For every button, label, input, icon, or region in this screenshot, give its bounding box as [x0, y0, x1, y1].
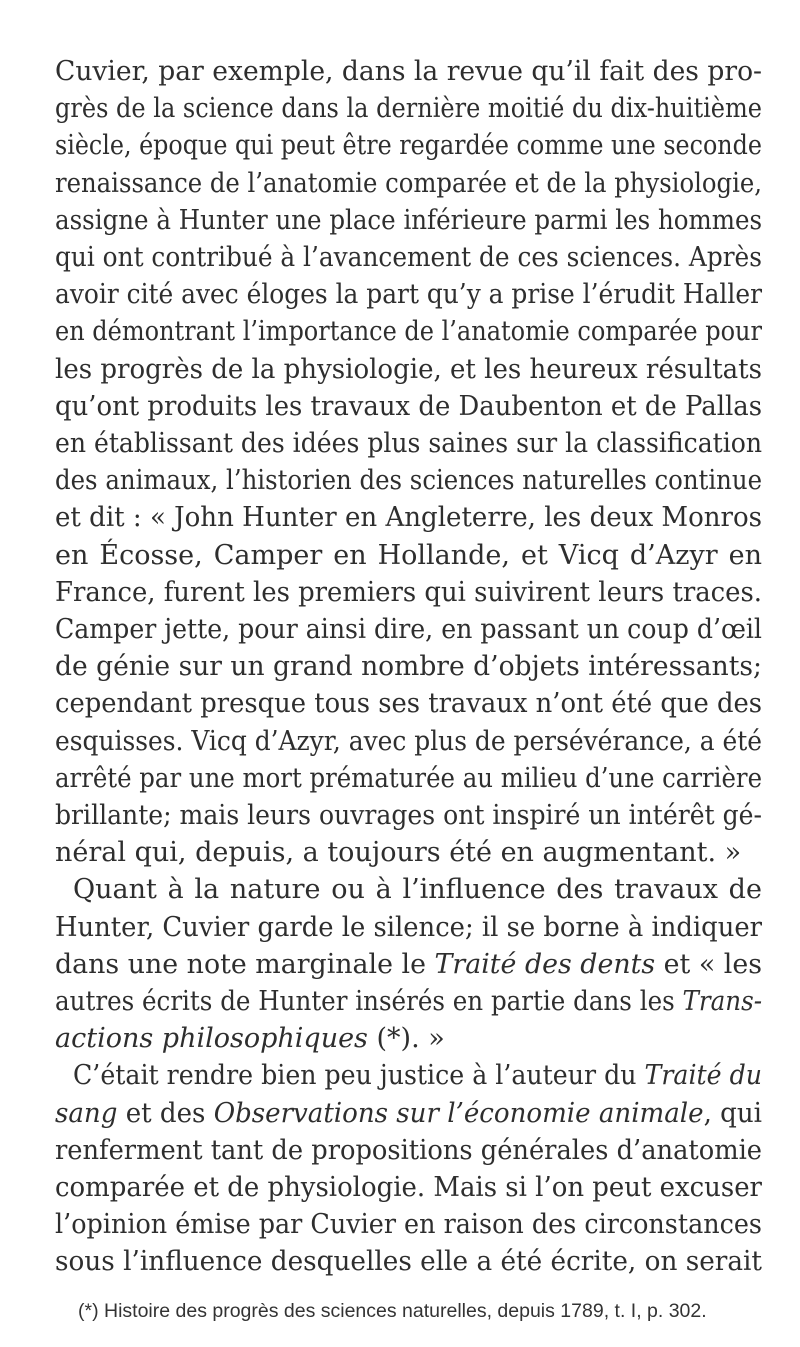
- text-segment: autres écrits de Hunter insérés en partie dans les: [55, 986, 683, 1017]
- text-line: [0, 90, 800, 128]
- text-segment: avoir cité avec éloges la part qu’y a prise l’érudit Haller: [55, 279, 762, 311]
- text-segment: esquisses. Vicq d’Azyr, avec plus de persévérance, a été: [55, 725, 762, 757]
- text-line: [0, 1243, 800, 1281]
- text-line: [0, 760, 800, 798]
- text-line: [0, 797, 800, 835]
- text-segment: en établissant des idées plus saines sur la classification: [55, 428, 763, 459]
- text-line: [0, 425, 800, 463]
- text-segment: et « les: [655, 948, 763, 980]
- text-line: [0, 351, 800, 389]
- text-segment: comparée et de physiologie. Mais si l’on peut excuser: [55, 1172, 762, 1203]
- text-segment: France, furent les premiers qui suivirent leurs traces.: [55, 576, 762, 608]
- text-segment: néral qui, depuis, a toujours été en augmentant. »: [55, 837, 742, 869]
- text-line: [0, 276, 800, 314]
- text-segment: C’était rendre bien peu justice à l’auteur du: [73, 1060, 645, 1092]
- italic-title: sang: [55, 1097, 118, 1129]
- text-segment: les progrès de la physiologie, et les heureux résultats: [55, 353, 762, 385]
- text-segment: qu’ont produits les travaux de Daubenton et de Pallas: [55, 390, 763, 422]
- text-segment: et des: [117, 1097, 214, 1129]
- text-line: [0, 1132, 800, 1170]
- text-line: [0, 871, 800, 909]
- text-segment: renferment tant de propositions générales d’anatomie: [55, 1134, 763, 1166]
- text-line: [0, 723, 800, 761]
- text-segment: des animaux, l’historien des sciences naturelles continue: [55, 465, 763, 497]
- text-line: [0, 1206, 800, 1244]
- text-segment: grès de la science dans la dernière moitié du dix-huitième: [55, 93, 763, 125]
- text-line: [0, 1057, 800, 1095]
- text-segment: renaissance de l’anatomie comparée et de la physiologie,: [55, 167, 763, 199]
- text-line: [0, 983, 800, 1021]
- italic-title: actions philosophiques: [55, 1023, 368, 1055]
- text-line: [0, 909, 800, 947]
- text-segment: l’opinion émise par Cuvier en raison des circonstances: [55, 1209, 762, 1241]
- text-segment: sous l’influence desquelles elle a été écrite, on serait: [55, 1246, 762, 1278]
- text-segment: assigne à Hunter une place inférieure parmi les hommes: [55, 204, 763, 236]
- text-line: [0, 239, 800, 277]
- text-segment: en démontrant l’importance de l’anatomie comparée pour: [55, 316, 762, 348]
- italic-title: Trans-: [682, 986, 763, 1017]
- text-line: [0, 53, 800, 91]
- text-segment: , qui: [703, 1097, 762, 1129]
- text-segment: (*). »: [367, 1023, 445, 1055]
- text-line: [0, 1169, 800, 1207]
- text-line: [0, 462, 800, 500]
- text-segment: en Écosse, Camper en Hollande, et Vicq d’Azyr en: [55, 539, 762, 571]
- footnote-text: (*) Histoire des progrès des sciences naturelles, depuis 1789, t. I, p. 302.: [78, 1300, 707, 1322]
- text-line: [0, 611, 800, 649]
- text-segment: de génie sur un grand nombre d’objets intéressants;: [55, 651, 762, 683]
- text-segment: qui ont contribué à l’avancement de ces sciences. Après: [55, 242, 762, 273]
- text-line: [0, 1095, 800, 1133]
- text-line: [0, 499, 800, 537]
- text-line: [0, 946, 800, 984]
- text-segment: dans une note marginale le: [55, 948, 435, 980]
- text-segment: brillante; mais leurs ouvrages ont inspiré un intérêt gé-: [55, 800, 762, 831]
- text-line: [0, 127, 800, 165]
- text-line: [0, 537, 800, 575]
- text-segment: cependant presque tous ses travaux n’ont été que des: [55, 688, 763, 720]
- text-line: [0, 648, 800, 686]
- text-line: [0, 574, 800, 612]
- text-line: [0, 685, 800, 723]
- text-line: [0, 165, 800, 203]
- text-segment: arrêté par une mort prématurée au milieu d’une carrière: [55, 762, 763, 794]
- text-segment: Cuvier, par exemple, dans la revue qu’il fait des pro-: [55, 56, 763, 87]
- text-segment: et dit : « John Hunter en Angleterre, les deux Monros: [55, 502, 763, 534]
- text-segment: Quant à la nature ou à l’influence des travaux de: [73, 874, 762, 906]
- text-line: [0, 1020, 800, 1058]
- text-segment: Camper jette, pour ainsi dire, en passant un coup d’œil: [55, 614, 762, 645]
- text-line: [0, 834, 800, 872]
- italic-title: Traité des dents: [434, 948, 656, 980]
- text-segment: Hunter, Cuvier garde le silence; il se borne à indiquer: [55, 911, 762, 943]
- text-line: [0, 202, 800, 240]
- text-segment: siècle, époque qui peut être regardée comme une seconde: [55, 130, 762, 162]
- text-line: [0, 388, 800, 426]
- italic-title: Observations sur l’économie animale: [213, 1097, 704, 1129]
- footnote: [0, 1296, 800, 1326]
- italic-title: Traité du: [644, 1060, 763, 1092]
- text-line: [0, 313, 800, 351]
